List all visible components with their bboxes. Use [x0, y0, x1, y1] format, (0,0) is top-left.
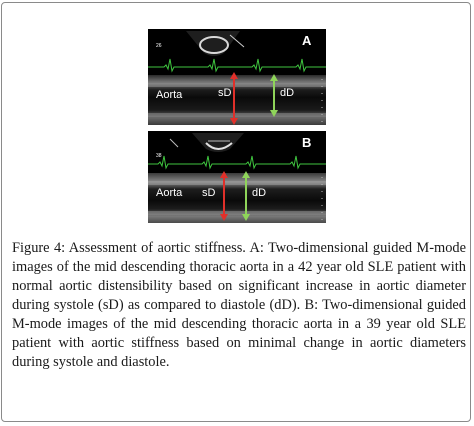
panel-a-letter: A: [302, 33, 312, 48]
figure-caption: [12, 239, 466, 372]
panel-b-diastole-label: dD: [252, 187, 267, 199]
panel-a-vessel-label: Aorta: [156, 89, 183, 101]
echo-image-a: [148, 29, 326, 125]
echo-panel-b: [148, 131, 326, 223]
panel-a-number: 26: [156, 43, 162, 49]
ecg-trace: [148, 59, 326, 71]
panel-a-systole-label: sD: [218, 87, 232, 99]
panel-b-vessel-label: Aorta: [156, 187, 183, 199]
figure-caption-text: Assessment of aortic stiffness. A: Two-dimensional guided M-mode images of the mid descending thoracic aorta in a 42 year old SLE patient with normal aortic distensibility based on significant increase in aortic diameter during systole (sD) as compared to diastole (dD). B: Two-dimensional guided M-mode images of the mid descending thoracic aorta in a 39 year old SLE patient with aortic stiffness based on minimal change in aortic diameters during systole and diastole.: [12, 240, 466, 370]
echo-panel-a: [148, 29, 326, 125]
panel-a-diastole-label: dD: [280, 87, 295, 99]
panel-b-number: 38: [156, 153, 162, 159]
ecg-trace: [148, 156, 326, 168]
echo-image-b: [148, 131, 326, 223]
figure-frame: [1, 2, 471, 422]
panel-b-letter: B: [302, 135, 312, 150]
figure-label: Figure 4:: [12, 240, 66, 256]
panel-b-systole-label: sD: [202, 187, 216, 199]
